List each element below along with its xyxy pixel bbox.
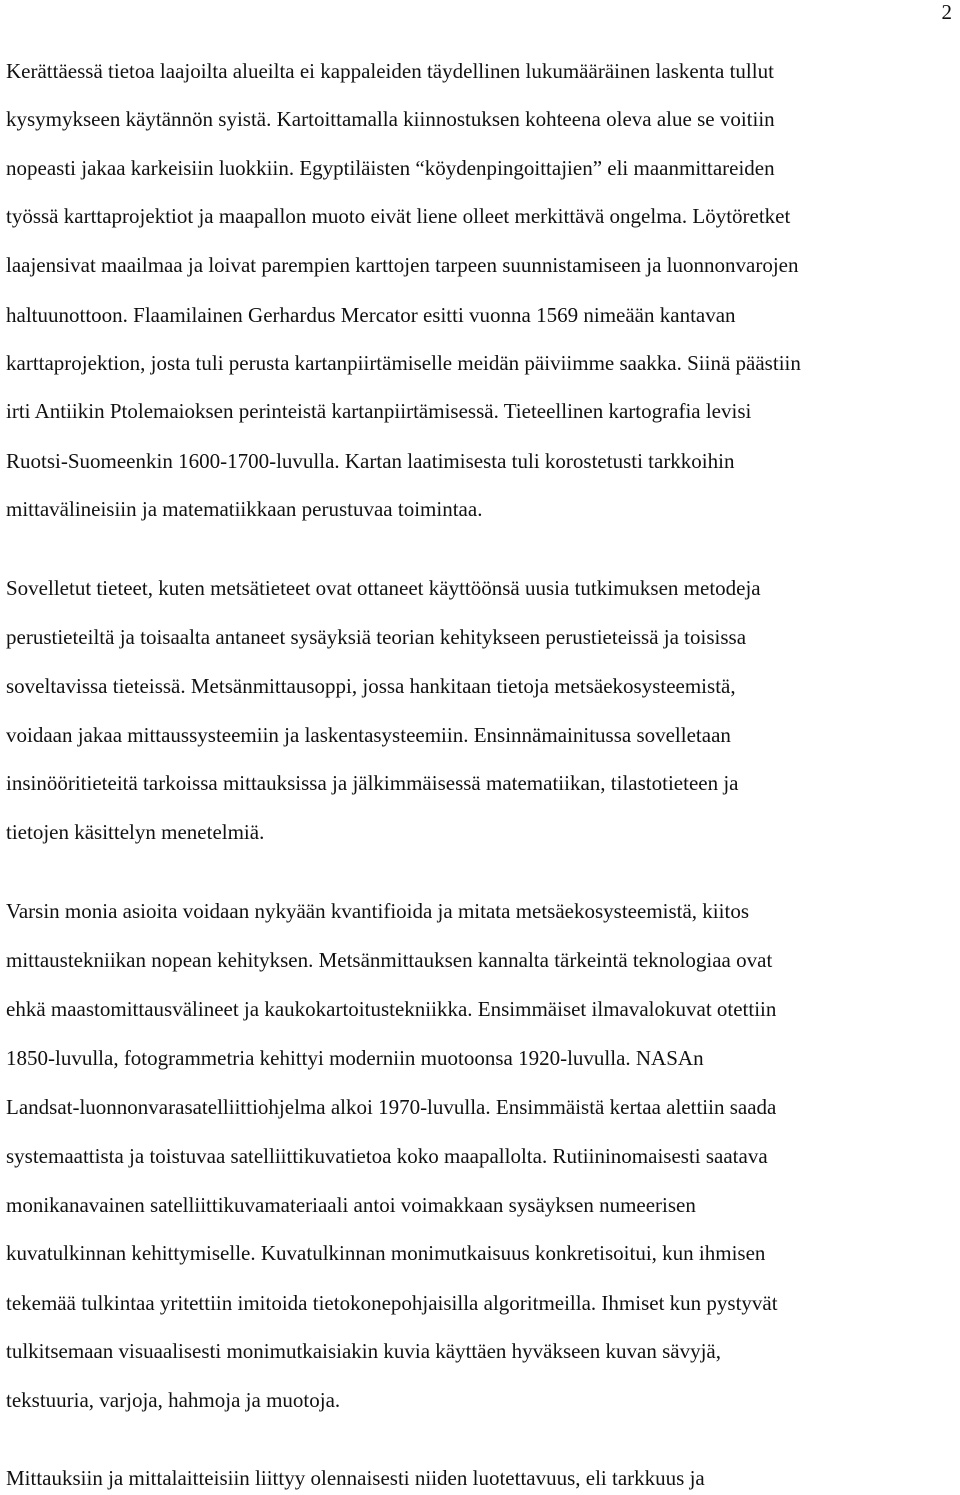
text-line: ehkä maastomittausvälineet ja kaukokartoitustekniikka. Ensimmäiset ilmavalokuvat otettiin [6, 997, 777, 1021]
text-line: laajensivat maailmaa ja loivat parempien karttojen tarpeen suunnistamiseen ja luonnonvarojen [6, 253, 799, 277]
text-line: kysymykseen käytännön syistä. Kartoittamalla kiinnostuksen kohteena oleva alue se voitiin [6, 107, 775, 131]
text-line: Varsin monia asioita voidaan nykyään kvantifioida ja mitata metsäekosysteemistä, kiitos [6, 899, 749, 923]
text-line: perustieteiltä ja toisaalta antaneet sysäyksiä teorian kehitykseen perustieteissä ja toisissa [6, 625, 747, 649]
text-line: irti Antiikin Ptolemaioksen perinteistä kartanpiirtämisessä. Tieteellinen kartografia levisi [6, 399, 752, 423]
text-line: monikanavainen satelliittikuvamateriaali antoi voimakkaan sysäyksen numeerisen [6, 1193, 696, 1217]
text-line: Kerättäessä tietoa laajoilta alueilta ei kappaleiden täydellinen lukumääräinen laskenta tullut [6, 59, 774, 83]
text-line: Sovelletut tieteet, kuten metsätieteet ovat ottaneet käyttöönsä uusia tutkimuksen metodeja [6, 576, 761, 600]
text-line: voidaan jakaa mittaussysteemiin ja laskentasysteemiin. Ensinnämainitussa sovelletaan [6, 723, 731, 747]
text-line: tietojen käsittelyn menetelmiä. [6, 820, 265, 844]
text-line: mittavälineisiin ja matematiikkaan perustuvaa toimintaa. [6, 497, 483, 521]
text-line: systemaattista ja toistuvaa satelliittikuvatietoa koko maapallolta. Rutiininomaisesti saatava [6, 1144, 768, 1168]
text-line: mittaustekniikan nopean kehityksen. Metsänmittauksen kannalta tärkeintä teknologiaa ovat [6, 948, 773, 972]
text-line: nopeasti jakaa karkeisiin luokkiin. Egyptiläisten “köydenpingoittajien” eli maanmittareiden [6, 156, 775, 180]
text-line: karttaprojektion, josta tuli perusta kartanpiirtämiselle meidän päiviimme saakka. Siinä päästiin [6, 351, 801, 375]
text-line: Mittauksiin ja mittalaitteisiin liittyy olennaisesti niiden luotettavuus, eli tarkkuus ja [6, 1466, 705, 1490]
page-number: 2 [941, 0, 952, 24]
text-line: 1850-luvulla, fotogrammetria kehittyi moderniin muotoonsa 1920-luvulla. NASAn [6, 1046, 704, 1070]
text-line: Ruotsi-Suomeenkin 1600-1700-luvulla. Kartan laatimisesta tuli korostetusti tarkkoihin [6, 449, 735, 473]
text-line: tekemää tulkintaa yritettiin imitoida tietokonepohjaisilla algoritmeilla. Ihmiset kun pystyvät [6, 1291, 778, 1315]
text-line: työssä karttaprojektiot ja maapallon muoto eivät liene olleet merkittävä ongelma. Löytöretket [6, 204, 791, 228]
text-line: insinööritieteitä tarkoissa mittauksissa ja jälkimmäisessä matematiikan, tilastotieteen ja [6, 771, 739, 795]
text-line: soveltavissa tieteissä. Metsänmittausoppi, jossa hankitaan tietoja metsäekosysteemistä, [6, 674, 736, 698]
text-line: tekstuuria, varjoja, hahmoja ja muotoja. [6, 1388, 341, 1412]
text-line: haltuunottoon. Flaamilainen Gerhardus Mercator esitti vuonna 1569 nimeään kantavan [6, 303, 736, 327]
text-line: Landsat-luonnonvarasatelliittiohjelma alkoi 1970-luvulla. Ensimmäistä kertaa alettiin saada [6, 1095, 777, 1119]
text-line: tulkitsemaan visuaalisesti monimutkaisiakin kuvia käyttäen hyväkseen kuvan sävyjä, [6, 1339, 722, 1363]
text-line: kuvatulkinnan kehittymiselle. Kuvatulkinnan monimutkaisuus konkretisoitui, kun ihmisen [6, 1241, 766, 1265]
